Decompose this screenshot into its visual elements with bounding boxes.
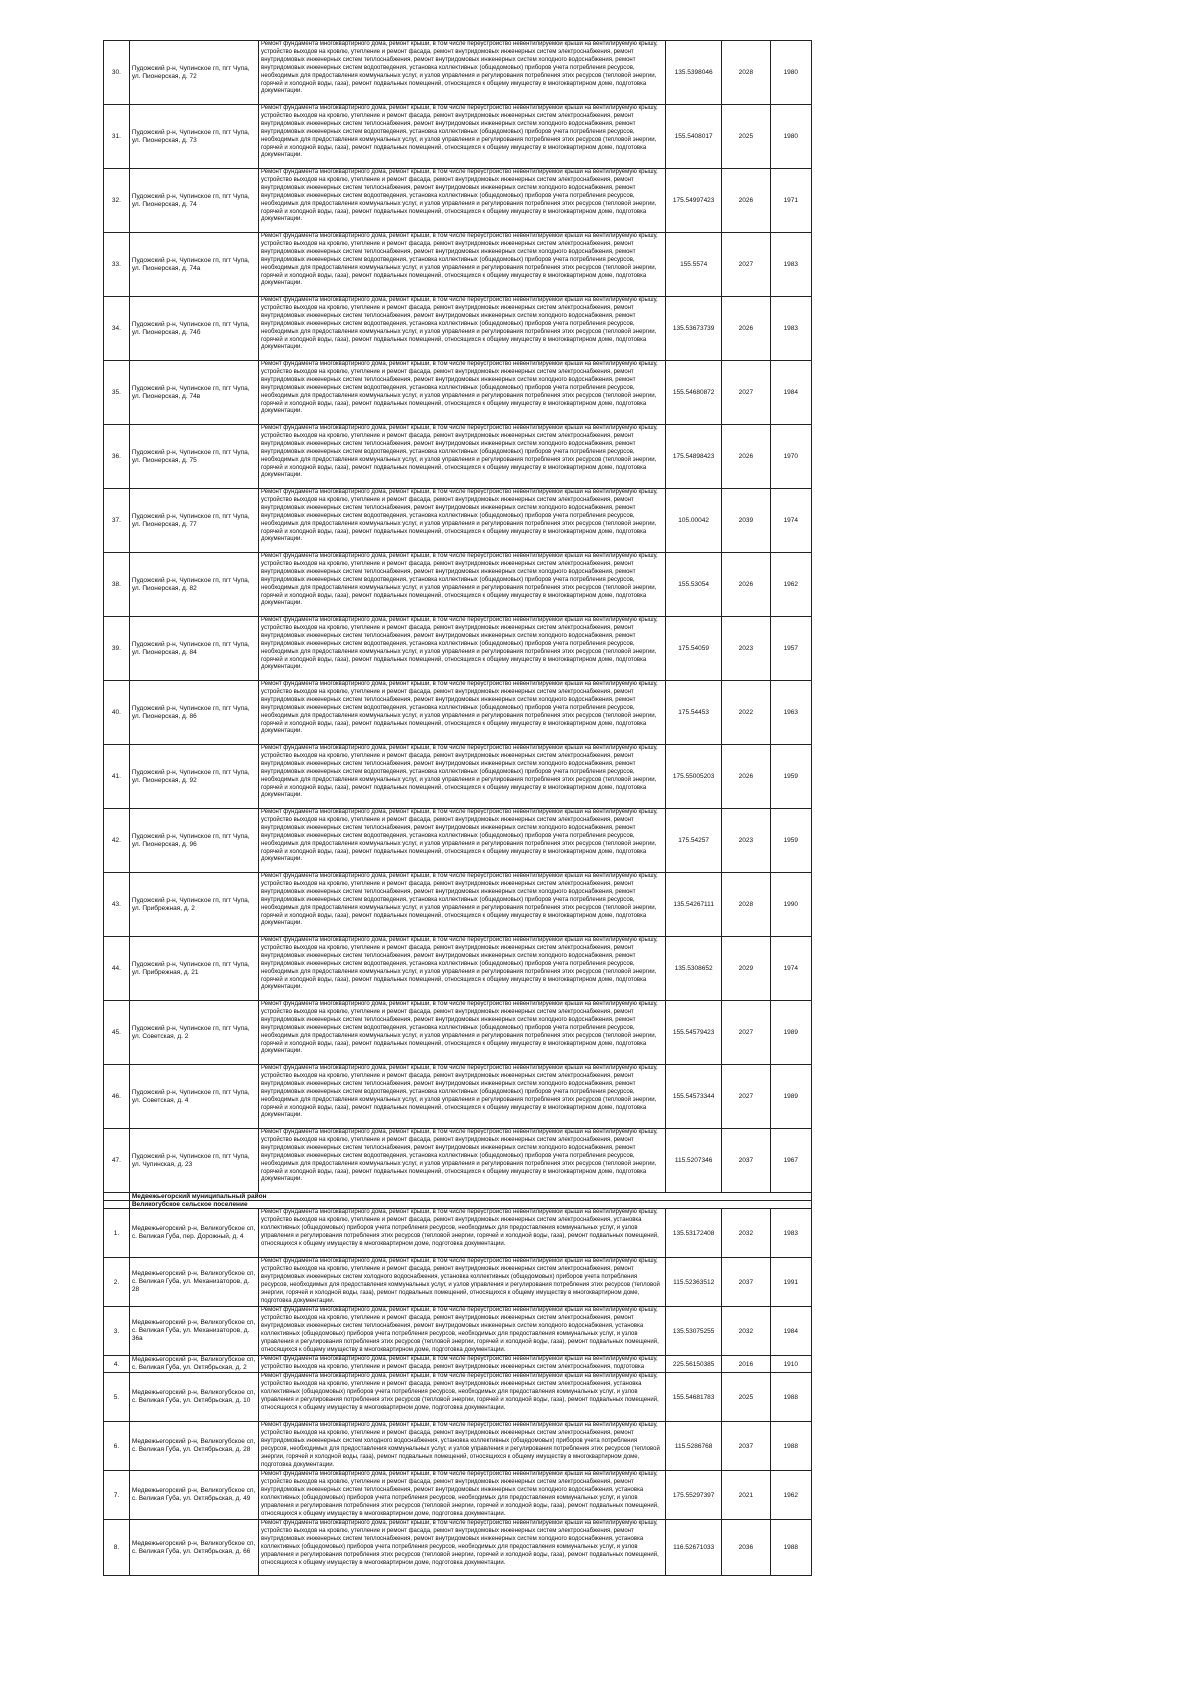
cost-cell: 135.53075255	[666, 1307, 722, 1356]
repair-year-cell: 2028	[722, 41, 771, 105]
works-cell-text: Ремонт фундамента многоквартирного дома, ремонт крыши, в том числе переустройство невентилируемой крыши на вентилируемую крышу, устройство выходов на кровлю, утепление и ремонт фасада, ремонт внутридомовых инженерных систем электроснабжения, ремонт внутридомовых инженерных систем теплоснабжения, ремонт внутридомовых инженерных систем холодного водоснабжения, ремонт внутридомовых инженерных систем водоотведения, установка коллективных (общедомовых) приборов учета потребления ресурсов, необходимых для предоставления коммунальных услуг, и узлов управления и регулирования потребления этих ресурсов (тепловой энергии, горячей и холодной воды, газа), ремонт подвальных помещений, относящихся к общему имуществу в многоквартирном доме, подготовка документации.	[261, 425, 658, 479]
address-cell: Пудожский р-н, Чупинское гп, пгт Чупа, ул. Пионерская, д. 96	[129, 809, 258, 873]
table-row	[104, 1373, 812, 1422]
address-cell: Пудожский р-н, Чупинское гп, пгт Чупа, ул. Пионерская, д. 74	[129, 169, 258, 233]
works-cell	[259, 937, 666, 1001]
built-year-cell: 1988	[770, 1373, 811, 1422]
built-year-cell: 1957	[770, 617, 811, 681]
cost-cell: 175.55005203	[666, 745, 722, 809]
works-cell	[259, 1422, 666, 1471]
built-year-cell: 1984	[770, 361, 811, 425]
cost-cell: 115.5286768	[666, 1422, 722, 1471]
works-cell	[259, 1373, 666, 1422]
address-cell: Медвежьегорский р-н, Великогубское сп, с. Великая Губа, ул. Механизаторов, д. 28	[129, 1258, 258, 1307]
works-cell	[259, 1307, 666, 1356]
built-year-cell: 1990	[770, 873, 811, 937]
works-cell-text: Ремонт фундамента многоквартирного дома, ремонт крыши, в том числе переустройство невентилируемой крыши на вентилируемую крышу, устройство выходов на кровлю, утепление и ремонт фасада, ремонт внутридомовых инженерных систем электроснабжения, ремонт внутридомовых инженерных систем теплоснабжения, ремонт внутридомовых инженерных систем холодного водоснабжения, ремонт внутридомовых инженерных систем водоотведения, установка коллективных (общедомовых) приборов учета потребления ресурсов, необходимых для предоставления коммунальных услуг, и узлов управления и регулирования потребления этих ресурсов (тепловой энергии, горячей и холодной воды, газа), ремонт подвальных помещений, относящихся к общему имуществу в многоквартирном доме, подготовка документации.	[261, 41, 658, 95]
section-district-title: Медвежьегорский муниципальный район	[129, 1193, 811, 1201]
address-cell: Пудожский р-н, Чупинское гп, пгт Чупа, ул. Советская, д. 4	[129, 1065, 258, 1129]
repair-year-cell: 2027	[722, 1001, 771, 1065]
cost-cell: 175.54059	[666, 617, 722, 681]
works-cell	[259, 1356, 666, 1373]
works-cell	[259, 1520, 666, 1576]
works-cell	[259, 1001, 666, 1065]
works-cell	[259, 681, 666, 745]
table-row	[104, 681, 812, 745]
repair-year-cell: 2026	[722, 425, 771, 489]
table-row	[104, 873, 812, 937]
works-cell	[259, 489, 666, 553]
address-cell: Пудожский р-н, Чупинское гп, пгт Чупа, ул. Пионерская, д. 72	[129, 41, 258, 105]
table-row	[104, 1065, 812, 1129]
repair-year-cell: 2023	[722, 809, 771, 873]
built-year-cell: 1983	[770, 233, 811, 297]
address-cell: Пудожский р-н, Чупинское гп, пгт Чупа, ул. Пионерская, д. 84	[129, 617, 258, 681]
address-cell: Медвежьегорский р-н, Великогубское сп, с. Великая Губа, ул. Октябрьская, д. 2	[129, 1356, 258, 1373]
address-cell: Пудожский р-н, Чупинское гп, пгт Чупа, ул. Пионерская, д. 92	[129, 745, 258, 809]
repair-year-cell: 2025	[722, 105, 771, 169]
cost-cell: 175.54997423	[666, 169, 722, 233]
address-cell: Пудожский р-н, Чупинское гп, пгт Чупа, ул. Пионерская, д. 74а	[129, 233, 258, 297]
address-cell: Пудожский р-н, Чупинское гп, пгт Чупа, ул. Пионерская, д. 86	[129, 681, 258, 745]
row-number: 6.	[104, 1422, 130, 1471]
built-year-cell: 1991	[770, 1258, 811, 1307]
row-number: 5.	[104, 1373, 130, 1422]
works-cell-text: Ремонт фундамента многоквартирного дома, ремонт крыши, в том числе переустройство невентилируемой крыши на вентилируемую крышу, устройство выходов на кровлю, утепление и ремонт фасада, ремонт внутридомовых инженерных систем электроснабжения, ремонт внутридомовых инженерных систем теплоснабжения, ремонт внутридомовых инженерных систем холодного водоснабжения, установка коллективных (общедомовых) приборов учета потребления ресурсов, необходимых для предоставления коммунальных услуг, и узлов управления и регулирования потребления этих ресурсов (тепловой энергии, горячей и холодной воды, газа), ремонт подвальных помещений, относящихся к общему имуществу в многоквартирном доме, подготовка документации.	[261, 1520, 659, 1566]
cost-cell: 135.5398046	[666, 41, 722, 105]
section-headers	[104, 1193, 812, 1209]
repair-year-cell: 2028	[722, 873, 771, 937]
row-number: 43.	[104, 873, 130, 937]
table-row	[104, 1356, 812, 1373]
row-number: 40.	[104, 681, 130, 745]
address-cell: Пудожский р-н, Чупинское гп, пгт Чупа, ул. Пионерская, д. 82	[129, 553, 258, 617]
works-cell-text: Ремонт фундамента многоквартирного дома, ремонт крыши, в том числе переустройство невентилируемой крыши на вентилируемую крышу, устройство выходов на кровлю, утепление и ремонт фасада, ремонт внутридомовых инженерных систем электроснабжения, ремонт внутридомовых инженерных систем теплоснабжения, ремонт внутридомовых инженерных систем холодного водоснабжения, установка коллективных (общедомовых) приборов учета потребления ресурсов, необходимых для предоставления коммунальных услуг, и узлов управления и регулирования потребления этих ресурсов (тепловой энергии, горячей и холодной воды, газа), ремонт подвальных помещений, относящихся к общему имуществу в многоквартирном доме, подготовка документации.	[261, 1307, 659, 1353]
works-cell-text: Ремонт фундамента многоквартирного дома, ремонт крыши, в том числе переустройство невентилируемой крыши на вентилируемую крышу, устройство выходов на кровлю, утепление и ремонт фасада, ремонт внутридомовых инженерных систем электроснабжения, ремонт внутридомовых инженерных систем теплоснабжения, ремонт внутридомовых инженерных систем холодного водоснабжения, ремонт внутридомовых инженерных систем водоотведения, установка коллективных (общедомовых) приборов учета потребления ресурсов, необходимых для предоставления коммунальных услуг, и узлов управления и регулирования потребления этих ресурсов (тепловой энергии, горячей и холодной воды, газа), ремонт подвальных помещений, относящихся к общему имуществу в многоквартирном доме, подготовка документации.	[261, 809, 658, 863]
built-year-cell: 1989	[770, 1001, 811, 1065]
address-cell: Медвежьегорский р-н, Великогубское сп, с. Великая Губа, ул. Октябрьская, д. 49	[129, 1471, 258, 1520]
repair-year-cell: 2016	[722, 1356, 771, 1373]
table-row	[104, 361, 812, 425]
table-row	[104, 297, 812, 361]
address-cell: Пудожский р-н, Чупинское гп, пгт Чупа, ул. Пионерская, д. 74в	[129, 361, 258, 425]
table-row	[104, 553, 812, 617]
works-cell-text: Ремонт фундамента многоквартирного дома, ремонт крыши, в том числе переустройство невентилируемой крыши на вентилируемую крышу, устройство выходов на кровлю, утепление и ремонт фасада, ремонт внутридомовых инженерных систем электроснабжения, ремонт внутридомовых инженерных систем теплоснабжения, ремонт внутридомовых инженерных систем холодного водоснабжения, ремонт внутридомовых инженерных систем водоотведения, установка коллективных (общедомовых) приборов учета потребления ресурсов, необходимых для предоставления коммунальных услуг, и узлов управления и регулирования потребления этих ресурсов (тепловой энергии, горячей и холодной воды, газа), ремонт подвальных помещений, относящихся к общему имуществу в многоквартирном доме, подготовка документации.	[261, 681, 658, 735]
works-cell	[259, 1471, 666, 1520]
works-cell	[259, 617, 666, 681]
row-number: 42.	[104, 809, 130, 873]
row-number: 46.	[104, 1065, 130, 1129]
repair-program-table	[103, 40, 812, 1576]
built-year-cell: 1980	[770, 105, 811, 169]
address-cell: Пудожский р-н, Чупинское гп, пгт Чупа, ул. Пионерская, д. 77	[129, 489, 258, 553]
repair-year-cell: 2025	[722, 1373, 771, 1422]
works-cell-text: Ремонт фундамента многоквартирного дома, ремонт крыши, в том числе переустройство невентилируемой крыши на вентилируемую крышу, устройство выходов на кровлю, утепление и ремонт фасада, ремонт внутридомовых инженерных систем электроснабжения, ремонт внутридомовых инженерных систем теплоснабжения, ремонт внутридомовых инженерных систем холодного водоснабжения, ремонт внутридомовых инженерных систем водоотведения, установка коллективных (общедомовых) приборов учета потребления ресурсов, необходимых для предоставления коммунальных услуг, и узлов управления и регулирования потребления этих ресурсов (тепловой энергии, горячей и холодной воды, газа), ремонт подвальных помещений, относящихся к общему имуществу в многоквартирном доме, подготовка документации.	[261, 361, 658, 415]
row-number: 38.	[104, 553, 130, 617]
built-year-cell: 1983	[770, 1209, 811, 1258]
works-cell	[259, 425, 666, 489]
address-cell: Медвежьегорский р-н, Великогубское сп, с. Великая Губа, ул. Механизаторов, д. 36а	[129, 1307, 258, 1356]
row-number: 33.	[104, 233, 130, 297]
works-cell-text: Ремонт фундамента многоквартирного дома, ремонт крыши, в том числе переустройство невентилируемой крыши на вентилируемую крышу, устройство выходов на кровлю, утепление и ремонт фасада, ремонт внутридомовых инженерных систем электроснабжения, ремонт внутридомовых инженерных систем теплоснабжения, ремонт внутридомовых инженерных систем холодного водоснабжения, установка коллективных (общедомовых) приборов учета потребления ресурсов, необходимых для предоставления коммунальных услуг, и узлов управления и регулирования потребления этих ресурсов (тепловой энергии, горячей и холодной воды, газа), ремонт подвальных помещений, относящихся к общему имуществу в многоквартирном доме, подготовка документации.	[261, 1471, 659, 1517]
address-cell: Медвежьегорский р-н, Великогубское сп, с. Великая Губа, ул. Октябрьская, д. 10	[129, 1373, 258, 1422]
works-cell	[259, 809, 666, 873]
cost-cell: 135.53673739	[666, 297, 722, 361]
built-year-cell: 1962	[770, 553, 811, 617]
works-cell	[259, 297, 666, 361]
cost-cell: 105.00042	[666, 489, 722, 553]
works-cell-text: Ремонт фундамента многоквартирного дома, ремонт крыши, в том числе переустройство невентилируемой крыши на вентилируемую крышу, устройство выходов на кровлю, утепление и ремонт фасада, ремонт внутридомовых инженерных систем электроснабжения, ремонт внутридомовых инженерных систем теплоснабжения, ремонт внутридомовых инженерных систем холодного водоснабжения, ремонт внутридомовых инженерных систем водоотведения, установка коллективных (общедомовых) приборов учета потребления ресурсов, необходимых для предоставления коммунальных услуг, и узлов управления и регулирования потребления этих ресурсов (тепловой энергии, горячей и холодной воды, газа), ремонт подвальных помещений, относящихся к общему имуществу в многоквартирном доме, подготовка документации.	[261, 553, 658, 607]
cost-cell: 225.56150385	[666, 1356, 722, 1373]
address-cell: Пудожский р-н, Чупинское гп, пгт Чупа, ул. Прибрежная, д. 2	[129, 873, 258, 937]
cost-cell: 115.5207346	[666, 1129, 722, 1193]
cost-cell: 155.5408017	[666, 105, 722, 169]
table-row	[104, 233, 812, 297]
row-number: 4.	[104, 1356, 130, 1373]
cost-cell: 155.5574	[666, 233, 722, 297]
works-cell	[259, 873, 666, 937]
cost-cell: 175.54898423	[666, 425, 722, 489]
row-number: 30.	[104, 41, 130, 105]
repair-year-cell: 2026	[722, 745, 771, 809]
works-cell	[259, 1065, 666, 1129]
built-year-cell: 1988	[770, 1520, 811, 1576]
repair-year-cell: 2032	[722, 1209, 771, 1258]
repair-year-cell: 2027	[722, 233, 771, 297]
cost-cell: 175.55297397	[666, 1471, 722, 1520]
table-row	[104, 105, 812, 169]
repair-year-cell: 2037	[722, 1422, 771, 1471]
row-number: 41.	[104, 745, 130, 809]
works-cell-text: Ремонт фундамента многоквартирного дома, ремонт крыши, в том числе переустройство невентилируемой крыши на вентилируемую крышу, устройство выходов на кровлю, утепление и ремонт фасада, ремонт внутридомовых инженерных систем электроснабжения, установка коллективных (общедомовых) приборов учета потребления ресурсов, необходимых для предоставления коммунальных услуг, и узлов управления и регулирования потребления этих ресурсов (тепловой энергии, горячей и холодной воды, газа), ремонт подвальных помещений, относящихся к общему имуществу в многоквартирном доме, подготовка документации.	[261, 1373, 659, 1411]
repair-year-cell: 2029	[722, 937, 771, 1001]
row-number: 37.	[104, 489, 130, 553]
works-cell-text: Ремонт фундамента многоквартирного дома, ремонт крыши, в том числе переустройство невентилируемой крыши на вентилируемую крышу, устройство выходов на кровлю, утепление и ремонт фасада, ремонт внутридомовых инженерных систем электроснабжения, ремонт внутридомовых инженерных систем теплоснабжения, ремонт внутридомовых инженерных систем холодного водоснабжения, ремонт внутридомовых инженерных систем водоотведения, установка коллективных (общедомовых) приборов учета потребления ресурсов, необходимых для предоставления коммунальных услуг, и узлов управления и регулирования потребления этих ресурсов (тепловой энергии, горячей и холодной воды, газа), ремонт подвальных помещений, относящихся к общему имуществу в многоквартирном доме, подготовка документации.	[261, 937, 658, 991]
repair-year-cell: 2037	[722, 1129, 771, 1193]
cost-cell: 155.53054	[666, 553, 722, 617]
cost-cell: 155.54579423	[666, 1001, 722, 1065]
table-row	[104, 1209, 812, 1258]
cost-cell: 155.54681783	[666, 1373, 722, 1422]
address-cell: Пудожский р-н, Чупинское гп, пгт Чупа, ул. Чупинская, д. 23	[129, 1129, 258, 1193]
row-number: 2.	[104, 1258, 130, 1307]
works-cell-text: Ремонт фундамента многоквартирного дома, ремонт крыши, в том числе переустройство невентилируемой крыши на вентилируемую крышу, устройство выходов на кровлю, утепление и ремонт фасада, ремонт внутридомовых инженерных систем электроснабжения, ремонт внутридомовых инженерных систем теплоснабжения, ремонт внутридомовых инженерных систем холодного водоснабжения, ремонт внутридомовых инженерных систем водоотведения, установка коллективных (общедомовых) приборов учета потребления ресурсов, необходимых для предоставления коммунальных услуг, и узлов управления и регулирования потребления этих ресурсов (тепловой энергии, горячей и холодной воды, газа), ремонт подвальных помещений, относящихся к общему имуществу в многоквартирном доме, подготовка документации.	[261, 233, 658, 287]
built-year-cell: 1959	[770, 809, 811, 873]
table-row	[104, 425, 812, 489]
works-cell-text: Ремонт фундамента многоквартирного дома, ремонт крыши, в том числе переустройство невентилируемой крыши на вентилируемую крышу, устройство выходов на кровлю, утепление и ремонт фасада, ремонт внутридомовых инженерных систем электроснабжения, ремонт внутридомовых инженерных систем теплоснабжения, ремонт внутридомовых инженерных систем холодного водоснабжения, ремонт внутридомовых инженерных систем водоотведения, установка коллективных (общедомовых) приборов учета потребления ресурсов, необходимых для предоставления коммунальных услуг, и узлов управления и регулирования потребления этих ресурсов (тепловой энергии, горячей и холодной воды, газа), ремонт подвальных помещений, относящихся к общему имуществу в многоквартирном доме, подготовка документации.	[261, 1065, 658, 1119]
repair-year-cell: 2027	[722, 1065, 771, 1129]
cost-cell: 116.52671033	[666, 1520, 722, 1576]
table-row	[104, 1307, 812, 1356]
row-number: 45.	[104, 1001, 130, 1065]
table-row	[104, 1520, 812, 1576]
works-cell	[259, 1209, 666, 1258]
row-number: 31.	[104, 105, 130, 169]
built-year-cell: 1983	[770, 297, 811, 361]
repair-year-cell: 2037	[722, 1258, 771, 1307]
works-cell-text: Ремонт фундамента многоквартирного дома, ремонт крыши, в том числе переустройство невентилируемой крыши на вентилируемую крышу, устройство выходов на кровлю, утепление и ремонт фасада, ремонт внутридомовых инженерных систем электроснабжения, ремонт внутридомовых инженерных систем теплоснабжения, ремонт внутридомовых инженерных систем холодного водоснабжения, ремонт внутридомовых инженерных систем водоотведения, установка коллективных (общедомовых) приборов учета потребления ресурсов, необходимых для предоставления коммунальных услуг, и узлов управления и регулирования потребления этих ресурсов (тепловой энергии, горячей и холодной воды, газа), ремонт подвальных помещений, относящихся к общему имуществу в многоквартирном доме, подготовка документации.	[261, 1129, 658, 1183]
works-cell-text: Ремонт фундамента многоквартирного дома, ремонт крыши, в том числе переустройство невентилируемой крыши на вентилируемую крышу, устройство выходов на кровлю, утепление и ремонт фасада, ремонт внутридомовых инженерных систем электроснабжения, ремонт внутридомовых инженерных систем теплоснабжения, ремонт внутридомовых инженерных систем холодного водоснабжения, ремонт внутридомовых инженерных систем водоотведения, установка коллективных (общедомовых) приборов учета потребления ресурсов, необходимых для предоставления коммунальных услуг, и узлов управления и регулирования потребления этих ресурсов (тепловой энергии, горячей и холодной воды, газа), ремонт подвальных помещений, относящихся к общему имуществу в многоквартирном доме, подготовка документации.	[261, 489, 658, 543]
cost-cell: 135.53172408	[666, 1209, 722, 1258]
works-cell	[259, 553, 666, 617]
built-year-cell: 1971	[770, 169, 811, 233]
row-number: 36.	[104, 425, 130, 489]
works-cell	[259, 361, 666, 425]
works-cell-text: Ремонт фундамента многоквартирного дома, ремонт крыши, в том числе переустройство невентилируемой крыши на вентилируемую крышу, устройство выходов на кровлю, утепление и ремонт фасада, ремонт внутридомовых инженерных систем электроснабжения, подготовка	[261, 1356, 658, 1370]
row-number: 8.	[104, 1520, 130, 1576]
built-year-cell: 1974	[770, 937, 811, 1001]
repair-year-cell: 2027	[722, 361, 771, 425]
works-cell-text: Ремонт фундамента многоквартирного дома, ремонт крыши, в том числе переустройство невентилируемой крыши на вентилируемую крышу, устройство выходов на кровлю, утепление и ремонт фасада, ремонт внутридомовых инженерных систем электроснабжения, ремонт внутридомовых инженерных систем теплоснабжения, ремонт внутридомовых инженерных систем холодного водоснабжения, ремонт внутридомовых инженерных систем водоотведения, установка коллективных (общедомовых) приборов учета потребления ресурсов, необходимых для предоставления коммунальных услуг, и узлов управления и регулирования потребления этих ресурсов (тепловой энергии, горячей и холодной воды, газа), ремонт подвальных помещений, относящихся к общему имуществу в многоквартирном доме, подготовка документации.	[261, 873, 658, 927]
works-cell	[259, 233, 666, 297]
works-cell	[259, 1258, 666, 1307]
table-body-section-a	[104, 41, 812, 1193]
built-year-cell: 1963	[770, 681, 811, 745]
row-number: 34.	[104, 297, 130, 361]
works-cell	[259, 1129, 666, 1193]
table-row	[104, 1129, 812, 1193]
works-cell-text: Ремонт фундамента многоквартирного дома, ремонт крыши, в том числе переустройство невентилируемой крыши на вентилируемую крышу, устройство выходов на кровлю, утепление и ремонт фасада, ремонт внутридомовых инженерных систем электроснабжения, ремонт внутридомовых инженерных систем теплоснабжения, ремонт внутридомовых инженерных систем холодного водоснабжения, ремонт внутридомовых инженерных систем водоотведения, установка коллективных (общедомовых) приборов учета потребления ресурсов, необходимых для предоставления коммунальных услуг, и узлов управления и регулирования потребления этих ресурсов (тепловой энергии, горячей и холодной воды, газа), ремонт подвальных помещений, относящихся к общему имуществу в многоквартирном доме, подготовка документации.	[261, 617, 658, 671]
built-year-cell: 1910	[770, 1356, 811, 1373]
section-settlement-title: Великогубское сельское поселение	[129, 1201, 811, 1209]
table-row	[104, 937, 812, 1001]
row-number: 44.	[104, 937, 130, 1001]
row-number: 35.	[104, 361, 130, 425]
row-number: 39.	[104, 617, 130, 681]
table-row	[104, 1258, 812, 1307]
repair-year-cell: 2021	[722, 1471, 771, 1520]
repair-year-cell: 2023	[722, 617, 771, 681]
address-cell: Пудожский р-н, Чупинское гп, пгт Чупа, ул. Пионерская, д. 75	[129, 425, 258, 489]
table-row	[104, 489, 812, 553]
address-cell: Медвежьегорский р-н, Великогубское сп, с. Великая Губа, ул. Октябрьская, д. 28	[129, 1422, 258, 1471]
works-cell-text: Ремонт фундамента многоквартирного дома, ремонт крыши, в том числе переустройство невентилируемой крыши на вентилируемую крышу, устройство выходов на кровлю, утепление и ремонт фасада, ремонт внутридомовых инженерных систем электроснабжения, ремонт внутридомовых инженерных систем теплоснабжения, ремонт внутридомовых инженерных систем холодного водоснабжения, ремонт внутридомовых инженерных систем водоотведения, установка коллективных (общедомовых) приборов учета потребления ресурсов, необходимых для предоставления коммунальных услуг, и узлов управления и регулирования потребления этих ресурсов (тепловой энергии, горячей и холодной воды, газа), ремонт подвальных помещений, относящихся к общему имуществу в многоквартирном доме, подготовка документации.	[261, 745, 658, 799]
works-cell-text: Ремонт фундамента многоквартирного дома, ремонт крыши, в том числе переустройство невентилируемой крыши на вентилируемую крышу, устройство выходов на кровлю, утепление и ремонт фасада, ремонт внутридомовых инженерных систем электроснабжения, ремонт внутридомовых инженерных систем холодного водоснабжения, установка коллективных (общедомовых) приборов учета потребления ресурсов, необходимых для предоставления коммунальных услуг, и узлов управления и регулирования потребления этих ресурсов (тепловой энергии, горячей и холодной воды, газа), ремонт подвальных помещений, относящихся к общему имуществу в многоквартирном доме, подготовка документации.	[261, 1422, 660, 1468]
table-row	[104, 745, 812, 809]
repair-year-cell: 2026	[722, 553, 771, 617]
row-number: 32.	[104, 169, 130, 233]
row-number: 47.	[104, 1129, 130, 1193]
built-year-cell: 1959	[770, 745, 811, 809]
address-cell: Пудожский р-н, Чупинское гп, пгт Чупа, ул. Пионерская, д. 74б	[129, 297, 258, 361]
section-row-district	[104, 1193, 812, 1201]
repair-year-cell: 2026	[722, 169, 771, 233]
cost-cell: 155.54573344	[666, 1065, 722, 1129]
built-year-cell: 1980	[770, 41, 811, 105]
built-year-cell: 1974	[770, 489, 811, 553]
works-cell	[259, 41, 666, 105]
works-cell-text: Ремонт фундамента многоквартирного дома, ремонт крыши, в том числе переустройство невентилируемой крыши на вентилируемую крышу, устройство выходов на кровлю, утепление и ремонт фасада, ремонт внутридомовых инженерных систем электроснабжения, ремонт внутридомовых инженерных систем теплоснабжения, ремонт внутридомовых инженерных систем холодного водоснабжения, ремонт внутридомовых инженерных систем водоотведения, установка коллективных (общедомовых) приборов учета потребления ресурсов, необходимых для предоставления коммунальных услуг, и узлов управления и регулирования потребления этих ресурсов (тепловой энергии, горячей и холодной воды, газа), ремонт подвальных помещений, относящихся к общему имуществу в многоквартирном доме, подготовка документации.	[261, 297, 658, 351]
works-cell-text: Ремонт фундамента многоквартирного дома, ремонт крыши, в том числе переустройство невентилируемой крыши на вентилируемую крышу, устройство выходов на кровлю, утепление и ремонт фасада, ремонт внутридомовых инженерных систем электроснабжения, ремонт внутридомовых инженерных систем теплоснабжения, ремонт внутридомовых инженерных систем холодного водоснабжения, ремонт внутридомовых инженерных систем водоотведения, установка коллективных (общедомовых) приборов учета потребления ресурсов, необходимых для предоставления коммунальных услуг, и узлов управления и регулирования потребления этих ресурсов (тепловой энергии, горячей и холодной воды, газа), ремонт подвальных помещений, относящихся к общему имуществу в многоквартирном доме, подготовка документации.	[261, 169, 658, 223]
repair-year-cell: 2036	[722, 1520, 771, 1576]
built-year-cell: 1988	[770, 1422, 811, 1471]
table-row	[104, 169, 812, 233]
table-row	[104, 1422, 812, 1471]
cost-cell: 135.54267111	[666, 873, 722, 937]
repair-year-cell: 2026	[722, 297, 771, 361]
row-number: 7.	[104, 1471, 130, 1520]
built-year-cell: 1984	[770, 1307, 811, 1356]
cost-cell: 175.54453	[666, 681, 722, 745]
row-number: 1.	[104, 1209, 130, 1258]
table-body-section-b	[104, 1209, 812, 1576]
works-cell-text: Ремонт фундамента многоквартирного дома, ремонт крыши, в том числе переустройство невентилируемой крыши на вентилируемую крышу, устройство выходов на кровлю, утепление и ремонт фасада, ремонт внутридомовых инженерных систем электроснабжения, ремонт внутридомовых инженерных систем теплоснабжения, ремонт внутридомовых инженерных систем холодного водоснабжения, ремонт внутридомовых инженерных систем водоотведения, установка коллективных (общедомовых) приборов учета потребления ресурсов, необходимых для предоставления коммунальных услуг, и узлов управления и регулирования потребления этих ресурсов (тепловой энергии, горячей и холодной воды, газа), ремонт подвальных помещений, относящихся к общему имуществу в многоквартирном доме, подготовка документации.	[261, 1001, 658, 1055]
built-year-cell: 1967	[770, 1129, 811, 1193]
table-row	[104, 41, 812, 105]
row-number: 3.	[104, 1307, 130, 1356]
built-year-cell: 1970	[770, 425, 811, 489]
works-cell-text: Ремонт фундамента многоквартирного дома, ремонт крыши, в том числе переустройство невентилируемой крыши на вентилируемую крышу, устройство выходов на кровлю, утепление и ремонт фасада, ремонт внутридомовых инженерных систем электроснабжения, ремонт внутридомовых инженерных систем теплоснабжения, ремонт внутридомовых инженерных систем холодного водоснабжения, ремонт внутридомовых инженерных систем водоотведения, установка коллективных (общедомовых) приборов учета потребления ресурсов, необходимых для предоставления коммунальных услуг, и узлов управления и регулирования потребления этих ресурсов (тепловой энергии, горячей и холодной воды, газа), ремонт подвальных помещений, относящихся к общему имуществу в многоквартирном доме, подготовка документации.	[261, 105, 658, 159]
address-cell: Медвежьегорский р-н, Великогубское сп, с. Великая Губа, ул. Октябрьская, д. 66	[129, 1520, 258, 1576]
built-year-cell: 1989	[770, 1065, 811, 1129]
cost-cell: 155.54680872	[666, 361, 722, 425]
cost-cell: 175.54257	[666, 809, 722, 873]
table-row	[104, 1471, 812, 1520]
cost-cell: 135.5308652	[666, 937, 722, 1001]
works-cell	[259, 169, 666, 233]
works-cell	[259, 745, 666, 809]
repair-year-cell: 2032	[722, 1307, 771, 1356]
address-cell: Медвежьегорский р-н, Великогубское сп, с. Великая Губа, пер. Дорожный, д. 4	[129, 1209, 258, 1258]
address-cell: Пудожский р-н, Чупинское гп, пгт Чупа, ул. Пионерская, д. 73	[129, 105, 258, 169]
repair-year-cell: 2022	[722, 681, 771, 745]
cost-cell: 115.52363512	[666, 1258, 722, 1307]
table-row	[104, 1001, 812, 1065]
table-row	[104, 617, 812, 681]
built-year-cell: 1962	[770, 1471, 811, 1520]
works-cell-text: Ремонт фундамента многоквартирного дома, ремонт крыши, в том числе переустройство невентилируемой крыши на вентилируемую крышу, устройство выходов на кровлю, утепление и ремонт фасада, ремонт внутридомовых инженерных систем электроснабжения, установка коллективных (общедомовых) приборов учета потребления ресурсов, необходимых для предоставления коммунальных услуг, и узлов управления и регулирования потребления этих ресурсов (тепловой энергии, горячей и холодной воды, газа), ремонт подвальных помещений, относящихся к общему имуществу в многоквартирном доме, подготовка документации.	[261, 1209, 659, 1247]
works-cell-text: Ремонт фундамента многоквартирного дома, ремонт крыши, в том числе переустройство невентилируемой крыши на вентилируемую крышу, устройство выходов на кровлю, утепление и ремонт фасада, ремонт внутридомовых инженерных систем электроснабжения, ремонт внутридомовых инженерных систем холодного водоснабжения, установка коллективных (общедомовых) приборов учета потребления ресурсов, необходимых для предоставления коммунальных услуг, и узлов управления и регулирования потребления этих ресурсов (тепловой энергии, горячей и холодной воды, газа), ремонт подвальных помещений, относящихся к общему имуществу в многоквартирном доме, подготовка документации.	[261, 1258, 660, 1304]
works-cell	[259, 105, 666, 169]
table-row	[104, 809, 812, 873]
repair-year-cell: 2039	[722, 489, 771, 553]
address-cell: Пудожский р-н, Чупинское гп, пгт Чупа, ул. Советская, д. 2	[129, 1001, 258, 1065]
section-row-settlement	[104, 1201, 812, 1209]
address-cell: Пудожский р-н, Чупинское гп, пгт Чупа, ул. Прибрежная, д. 21	[129, 937, 258, 1001]
